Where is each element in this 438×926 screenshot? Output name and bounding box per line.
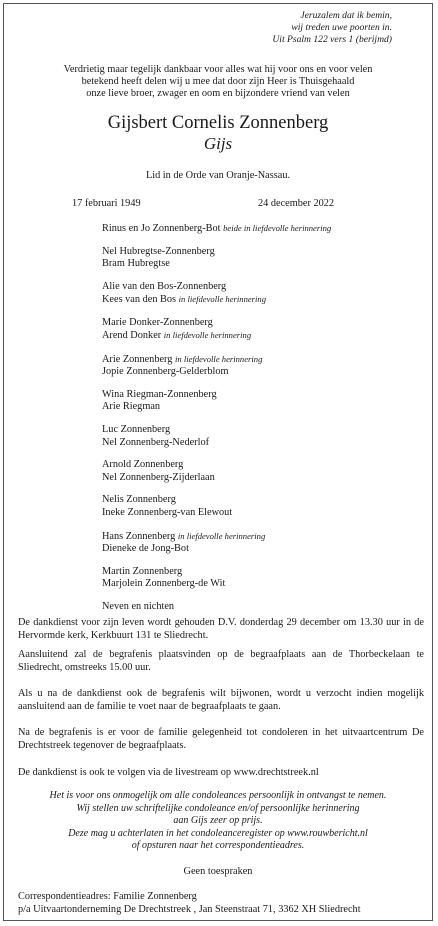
- family-group: [102, 222, 331, 235]
- notice-line: of opsturen naar het correspondentieadres.: [131, 840, 305, 851]
- family-member: [102, 366, 331, 378]
- family-group: [102, 389, 331, 414]
- family-group: [102, 353, 331, 379]
- family-member: [102, 507, 331, 519]
- family-member-name: Dieneke de Jong-Bot: [102, 542, 189, 554]
- attend-paragraph: Als u na de dankdienst ook de begrafenis wilt bijwonen, wordt u verzocht indien mogelijk aansluitend aan de familie te voet naar de begraafplaats te gaan.: [18, 688, 424, 712]
- family-member: [102, 401, 331, 413]
- family-group: [102, 601, 331, 613]
- order-membership: Lid in de Orde van Oranje-Nassau.: [145, 170, 291, 181]
- family-member: [102, 472, 331, 484]
- deceased-name: Gijsbert Cornelis Zonnenberg: [107, 113, 329, 133]
- obituary-card: [3, 3, 433, 921]
- remembrance-note: in liefdevolle herinnering: [175, 354, 263, 365]
- intro-line: onze lieve broer, zwager en oom en bijzondere vriend van velen: [86, 88, 350, 100]
- correspondence-line: p/a Uitvaartonderneming De Drechtstreek , Jan Steenstraat 71, 3362 XH Sliedrecht: [18, 904, 361, 915]
- family-list: [102, 222, 331, 624]
- family-member-name: Arie Riegman: [102, 401, 161, 413]
- remembrance-note: in liefdevolle herinnering: [177, 530, 266, 541]
- service-paragraph: De dankdienst voor zijn leven wordt gehouden D.V. donderdag 29 december om 13.30 uur in de Hervormde kerk, Kerkbuurt 131 te Sliedrecht.: [18, 617, 424, 641]
- family-member-name: Nel Zonnenberg-Zijderlaan: [102, 471, 215, 483]
- intro-line: Verdrietig maar tegelijk dankbaar voor alles wat hij voor ons en voor velen: [63, 64, 373, 75]
- remembrance-note: beide in liefdevolle herinnering: [223, 223, 332, 233]
- family-group: [102, 530, 331, 556]
- family-member-name: Hans Zonnenberg: [102, 530, 176, 542]
- correspondence-line: Correspondentieadres: Familie Zonnenberg: [18, 891, 197, 902]
- death-date: 24 december 2022: [258, 198, 335, 209]
- family-member-name: Nel Zonnenberg-Nederlof: [102, 436, 210, 448]
- family-member-name: Jopie Zonnenberg-Gelderblom: [102, 366, 229, 378]
- family-member-name: Martin Zonnenberg: [102, 565, 183, 577]
- family-member-name: Neven en nichten: [102, 600, 175, 612]
- family-group: [102, 459, 331, 484]
- family-member: [102, 459, 331, 471]
- family-member-name: Bram Hubregtse: [102, 258, 170, 270]
- family-member: [102, 530, 331, 543]
- psalm-motto: [272, 10, 392, 46]
- family-member: [102, 353, 331, 366]
- remembrance-note: in liefdevolle herinnering: [178, 294, 267, 305]
- family-member-name: Nel Hubregtse-Zonnenberg: [102, 245, 215, 257]
- livestream-paragraph: De dankdienst is ook te volgen via de livestream op www.drechtstreek.nl: [18, 767, 319, 778]
- family-member: [102, 578, 331, 590]
- family-member: [102, 329, 331, 342]
- notice-line: aan Gijs zeer op prijs.: [173, 815, 263, 826]
- deceased-nickname: Gijs: [203, 134, 233, 153]
- family-group: [102, 246, 331, 271]
- motto-line: Jeruzalem dat ik bemin,: [300, 10, 392, 21]
- family-member: [102, 566, 331, 578]
- motto-line: wij treden uwe poorten in.: [291, 22, 392, 33]
- motto-line: Uit Psalm 122 vers 1 (berijmd): [272, 34, 392, 45]
- notice-line: Deze mag u achterlaten in het condoleanceregister op www.rouwbericht.nl: [68, 827, 368, 839]
- family-member: [102, 246, 331, 258]
- family-member-name: Luc Zonnenberg: [102, 424, 171, 436]
- intro-line: betekend heeft delen wij u mee dat door zijn Heer is Thuisgehaald: [81, 76, 355, 88]
- notice-line: Het is voor ons onmogelijk om alle condoleances persoonlijk in ontvangst te nemen.: [49, 790, 387, 801]
- family-member: [102, 293, 331, 306]
- intro-text: [18, 64, 418, 101]
- family-group: [102, 317, 331, 343]
- family-member-name: Ineke Zonnenberg-van Elewout: [102, 506, 233, 518]
- family-group: [102, 424, 331, 449]
- family-member: [102, 258, 331, 270]
- family-member: [102, 424, 331, 436]
- family-member-name: Wina Riegman-Zonnenberg: [102, 389, 217, 401]
- family-member-name: Nelis Zonnenberg: [102, 494, 176, 506]
- family-member-name: Marie Donker-Zonnenberg: [102, 316, 213, 328]
- family-member-name: Arnold Zonnenberg: [102, 459, 184, 471]
- family-member: [102, 601, 331, 613]
- condolence-paragraph: Na de begrafenis is er voor de familie gelegenheid tot condoleren in het uitvaartcentrum De Drechtstreek tegenover de begraafplaats.: [18, 727, 424, 751]
- notice-line: Wij stellen uw schriftelijke condoleance en/of persoonlijke herinnering: [76, 802, 360, 814]
- family-group: [102, 494, 331, 519]
- family-member: [102, 494, 331, 506]
- family-member: [102, 389, 331, 401]
- family-member-name: Arie Zonnenberg: [102, 354, 173, 366]
- family-member-name: Arend Donker: [102, 330, 162, 342]
- birth-date: 17 februari 1949: [72, 198, 141, 209]
- family-member: [102, 543, 331, 555]
- family-member-name: Rinus en Jo Zonnenberg-Bot: [102, 223, 221, 234]
- family-group: [102, 566, 331, 591]
- family-member: [102, 317, 331, 329]
- remembrance-note: in liefdevolle herinnering: [163, 330, 252, 341]
- family-member-name: Kees van den Bos: [102, 294, 177, 306]
- family-member: [102, 222, 331, 235]
- correspondence-address: [18, 890, 361, 916]
- family-member: [102, 281, 331, 293]
- family-group: [102, 281, 331, 307]
- family-member: [102, 437, 331, 449]
- burial-paragraph: Aansluitend zal de begrafenis plaatsvinden op de begraafplaats aan de Thorbeckelaan te Sliedrecht, omstreeks 15.00 uur.: [18, 649, 424, 673]
- no-speeches-note: Geen toespraken: [183, 866, 253, 877]
- family-member-name: Marjolein Zonnenberg-de Wit: [102, 577, 226, 589]
- condolence-notice: [12, 790, 424, 853]
- family-member-name: Alie van den Bos-Zonnenberg: [102, 280, 227, 292]
